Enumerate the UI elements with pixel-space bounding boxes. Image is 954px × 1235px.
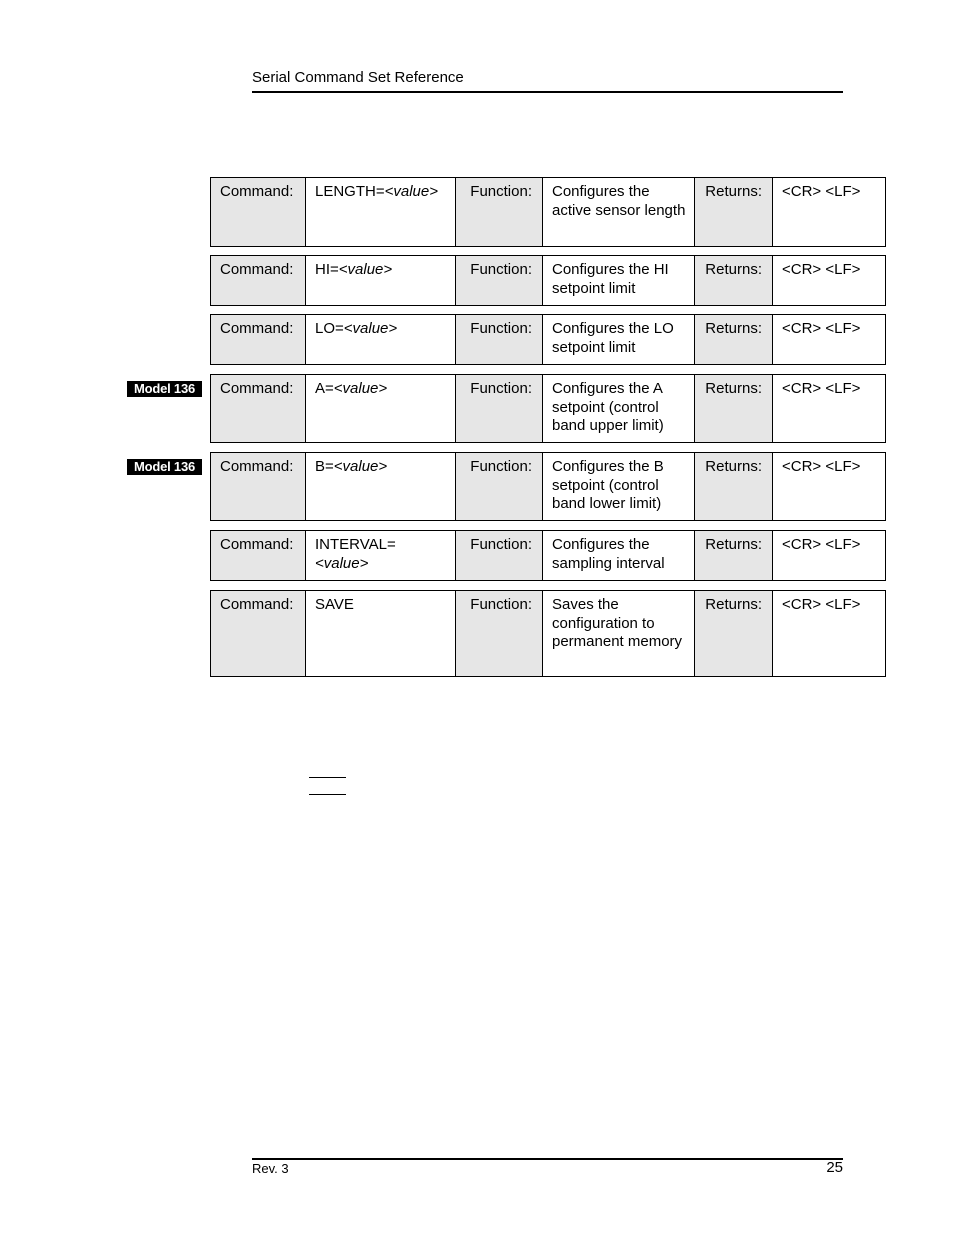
returns-label: Returns: (695, 531, 773, 581)
function-label: Function: (456, 531, 543, 581)
returns-value: <CR> <LF> (773, 531, 886, 581)
command-arg: <value> (343, 320, 398, 337)
command-name: HI= (315, 261, 339, 278)
function-label: Function: (456, 315, 543, 365)
returns-value: <CR> <LF> (773, 453, 886, 521)
footer-rule (252, 1158, 843, 1160)
command-table-save (210, 590, 886, 677)
function-description: Configures the sampling interval (543, 531, 695, 581)
command-syntax (306, 375, 456, 443)
function-description: Saves the configuration to permanent memory (543, 591, 695, 677)
returns-label: Returns: (695, 453, 773, 521)
short-rule (309, 777, 346, 778)
command-label: Command: (211, 375, 306, 443)
returns-value: <CR> <LF> (773, 256, 886, 306)
command-table-length (210, 177, 886, 247)
function-description: Configures the active sensor length (543, 178, 695, 247)
command-table-interval (210, 530, 886, 581)
model-136-badge: Model 136 (127, 381, 202, 397)
command-arg: <value> (333, 380, 388, 397)
model-136-badge: Model 136 (127, 459, 202, 475)
command-name: B= (315, 458, 334, 475)
command-arg: <value> (333, 458, 388, 475)
command-label: Command: (211, 178, 306, 247)
command-name: LENGTH= (315, 183, 385, 200)
command-table-a (210, 374, 886, 443)
command-name: A= (315, 380, 334, 397)
footer-revision: Rev. 3 (252, 1161, 289, 1176)
command-table-b (210, 452, 886, 521)
command-label: Command: (211, 531, 306, 581)
command-syntax (306, 178, 456, 247)
command-syntax (306, 315, 456, 365)
command-table-lo (210, 314, 886, 365)
command-syntax (306, 531, 456, 581)
command-arg: <value> (384, 183, 438, 200)
command-label: Command: (211, 591, 306, 677)
returns-label: Returns: (695, 315, 773, 365)
function-label: Function: (456, 256, 543, 306)
command-syntax (306, 591, 456, 677)
returns-label: Returns: (695, 375, 773, 443)
command-label: Command: (211, 315, 306, 365)
function-label: Function: (456, 375, 543, 443)
function-label: Function: (456, 453, 543, 521)
returns-value: <CR> <LF> (773, 375, 886, 443)
command-name: SAVE (315, 596, 354, 613)
command-name: INTERVAL= (315, 536, 396, 553)
returns-value: <CR> <LF> (773, 178, 886, 247)
header-rule (252, 91, 843, 93)
command-syntax (306, 453, 456, 521)
function-label: Function: (456, 178, 543, 247)
command-syntax (306, 256, 456, 306)
function-description: Configures the LO setpoint limit (543, 315, 695, 365)
function-description: Configures the A setpoint (control band upper limit) (543, 375, 695, 443)
page-number: 25 (826, 1159, 843, 1176)
returns-value: <CR> <LF> (773, 591, 886, 677)
function-description: Configures the HI setpoint limit (543, 256, 695, 306)
command-label: Command: (211, 256, 306, 306)
page-header-title: Serial Command Set Reference (252, 69, 464, 86)
function-label: Function: (456, 591, 543, 677)
short-rule (309, 794, 346, 795)
returns-label: Returns: (695, 591, 773, 677)
command-table-hi (210, 255, 886, 306)
function-description: Configures the B setpoint (control band lower limit) (543, 453, 695, 521)
command-name: LO= (315, 320, 344, 337)
command-label: Command: (211, 453, 306, 521)
returns-label: Returns: (695, 256, 773, 306)
command-arg: <value> (338, 261, 393, 278)
returns-label: Returns: (695, 178, 773, 247)
command-arg: <value> (315, 554, 369, 572)
returns-value: <CR> <LF> (773, 315, 886, 365)
